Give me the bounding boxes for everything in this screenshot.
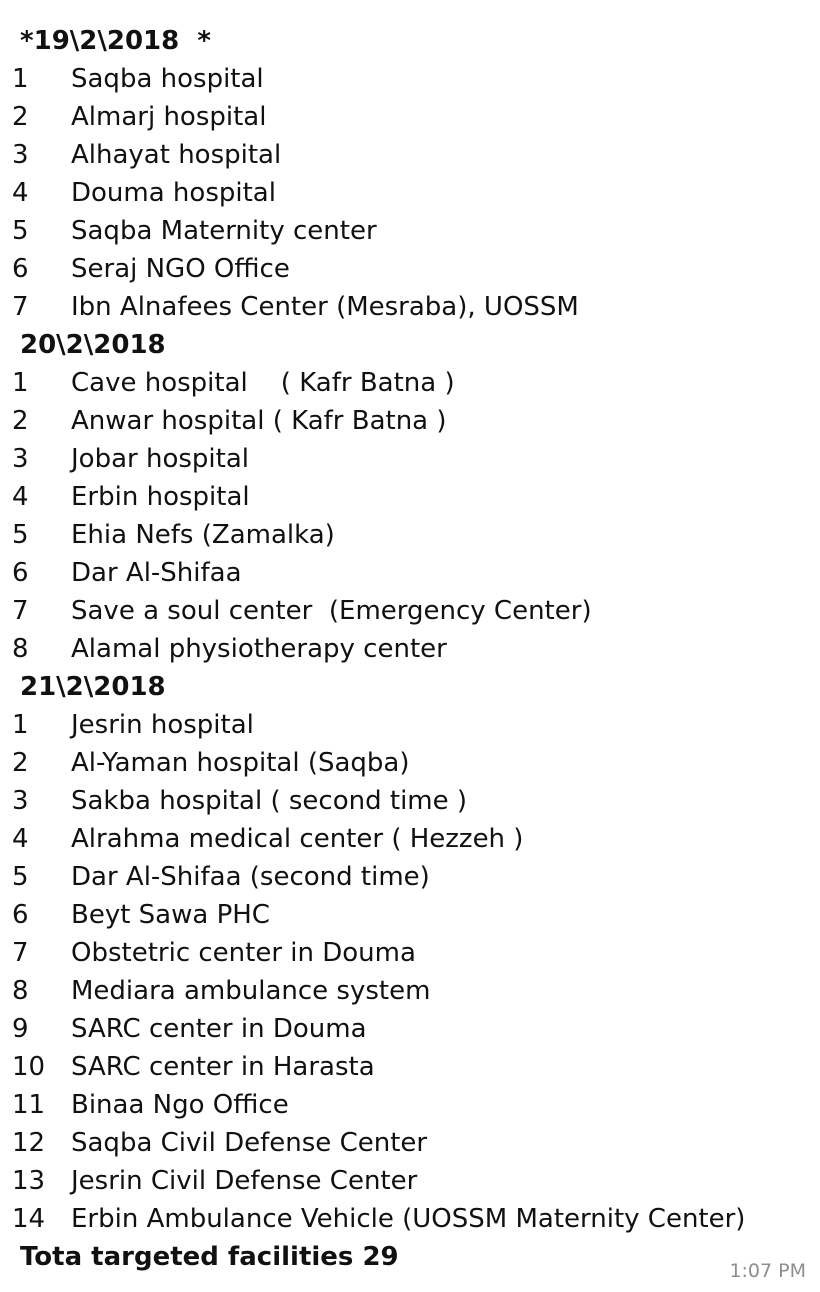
list-item (0, 554, 820, 592)
list-item (0, 934, 820, 972)
item-text: Sakba hospital ( second time ) (71, 786, 468, 816)
item-text: Almarj hospital (71, 102, 267, 132)
list-item (0, 1124, 820, 1162)
list-item (0, 1162, 820, 1200)
item-number: 3 (12, 786, 29, 816)
item-text: Ehia Nefs (Zamalka) (71, 520, 335, 550)
item-number: 3 (12, 444, 29, 474)
item-number: 10 (12, 1052, 46, 1082)
item-text: Saqba Civil Defense Center (71, 1128, 428, 1158)
item-number: 9 (12, 1014, 29, 1044)
item-text: Beyt Sawa PHC (71, 900, 270, 930)
list-item (0, 250, 820, 288)
item-number: 5 (12, 216, 29, 246)
item-text: Alamal physiotherapy center (71, 634, 447, 664)
list-item (0, 706, 820, 744)
item-number: 1 (12, 710, 29, 740)
item-text: Dar Al-Shifaa (second time) (71, 862, 430, 892)
item-text: Seraj NGO Office (71, 254, 290, 284)
total-summary: Tota targeted facilities 29 (20, 1242, 399, 1272)
item-number: 8 (12, 976, 29, 1006)
item-number: 2 (12, 748, 29, 778)
item-number: 5 (12, 862, 29, 892)
message-body (0, 22, 820, 1276)
item-text: Alhayat hospital (71, 140, 282, 170)
list-item (0, 98, 820, 136)
item-text: Binaa Ngo Office (71, 1090, 289, 1120)
item-text: Jesrin hospital (71, 710, 254, 740)
item-text: Save a soul center (Emergency Center) (71, 596, 592, 626)
list-item (0, 1200, 820, 1238)
item-text: Mediara ambulance system (71, 976, 431, 1006)
item-number: 14 (12, 1204, 46, 1234)
item-number: 7 (12, 292, 29, 322)
section-date-header: 21\2\2018 (20, 672, 166, 702)
item-text: Al-Yaman hospital (Saqba) (71, 748, 410, 778)
list-item (0, 592, 820, 630)
list-item (0, 364, 820, 402)
list-item (0, 630, 820, 668)
item-number: 4 (12, 482, 29, 512)
list-item (0, 136, 820, 174)
item-number: 4 (12, 178, 29, 208)
list-item (0, 288, 820, 326)
item-number: 1 (12, 368, 29, 398)
message-timestamp: 1:07 PM (729, 1260, 806, 1282)
list-item (0, 1048, 820, 1086)
list-item (0, 212, 820, 250)
list-item (0, 516, 820, 554)
item-text: Jesrin Civil Defense Center (71, 1166, 418, 1196)
list-item (0, 1010, 820, 1048)
item-number: 5 (12, 520, 29, 550)
item-text: Jobar hospital (71, 444, 249, 474)
list-item (0, 174, 820, 212)
item-text: SARC center in Harasta (71, 1052, 375, 1082)
item-text: Saqba hospital (71, 64, 264, 94)
section-date-header: *19\2\2018 * (20, 26, 211, 56)
item-text: Erbin Ambulance Vehicle (UOSSM Maternity Center) (71, 1204, 746, 1234)
list-item (0, 478, 820, 516)
item-number: 2 (12, 102, 29, 132)
item-number: 8 (12, 634, 29, 664)
item-text: Douma hospital (71, 178, 276, 208)
item-number: 6 (12, 900, 29, 930)
item-text: Dar Al-Shifaa (71, 558, 242, 588)
item-text: Anwar hospital ( Kafr Batna ) (71, 406, 447, 436)
list-item (0, 60, 820, 98)
item-number: 4 (12, 824, 29, 854)
list-item (0, 896, 820, 934)
section-date-header: 20\2\2018 (20, 330, 166, 360)
item-number: 6 (12, 558, 29, 588)
item-text: Obstetric center in Douma (71, 938, 416, 968)
item-text: Saqba Maternity center (71, 216, 377, 246)
item-number: 13 (12, 1166, 46, 1196)
item-text: Cave hospital ( Kafr Batna ) (71, 368, 455, 398)
item-text: SARC center in Douma (71, 1014, 367, 1044)
item-number: 1 (12, 64, 29, 94)
item-text: Alrahma medical center ( Hezzeh ) (71, 824, 524, 854)
list-item (0, 782, 820, 820)
list-item (0, 858, 820, 896)
item-text: Ibn Alnafees Center (Mesraba), UOSSM (71, 292, 579, 322)
item-number: 12 (12, 1128, 46, 1158)
list-item (0, 744, 820, 782)
item-number: 6 (12, 254, 29, 284)
list-item (0, 402, 820, 440)
item-number: 11 (12, 1090, 46, 1120)
list-item (0, 972, 820, 1010)
item-number: 3 (12, 140, 29, 170)
list-item (0, 820, 820, 858)
item-number: 7 (12, 938, 29, 968)
item-number: 2 (12, 406, 29, 436)
item-text: Erbin hospital (71, 482, 250, 512)
list-item (0, 1086, 820, 1124)
item-number: 7 (12, 596, 29, 626)
list-item (0, 440, 820, 478)
